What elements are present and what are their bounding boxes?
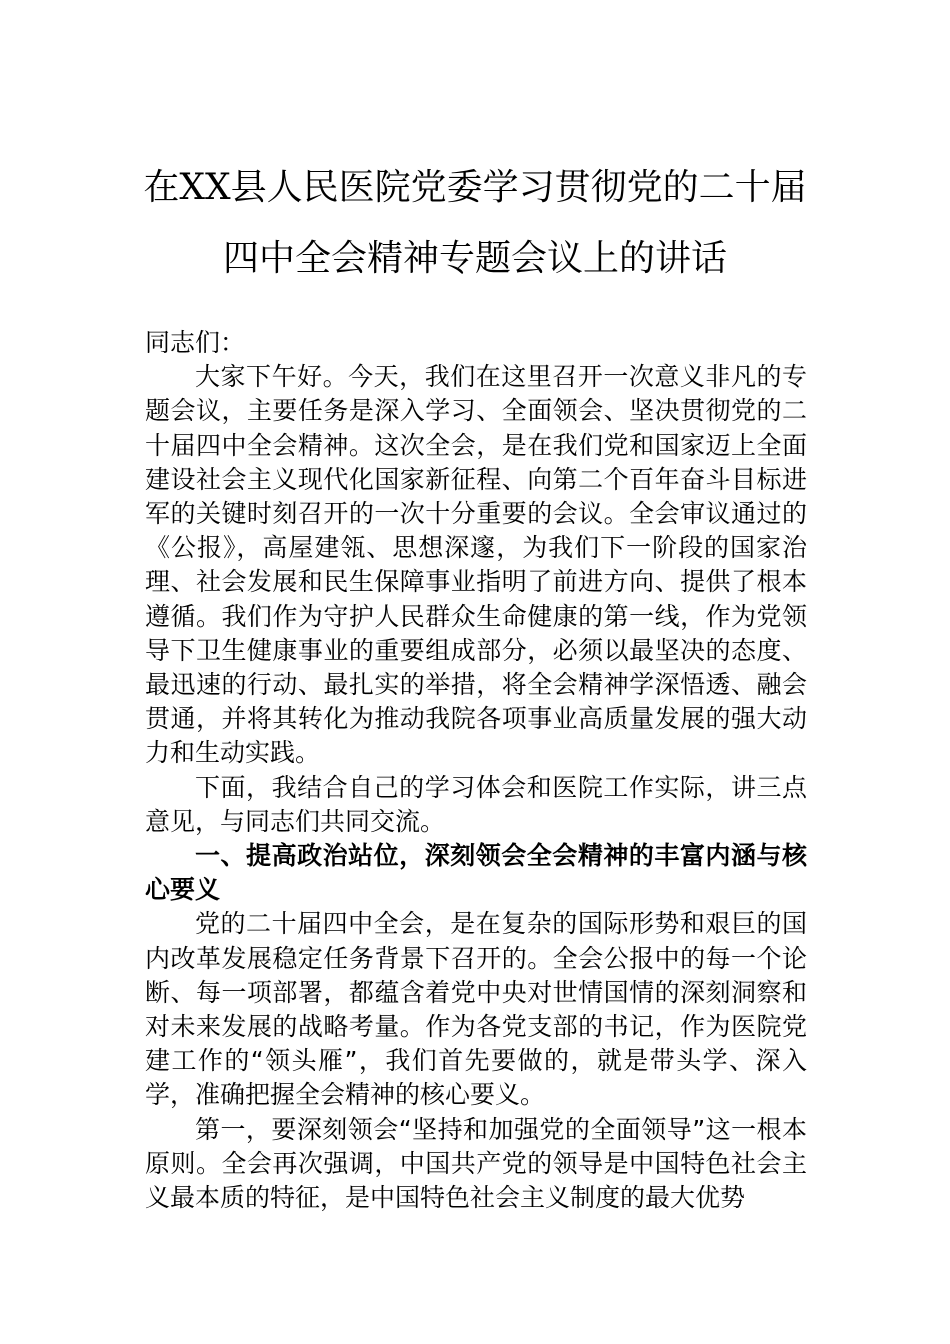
document-title-line-1: 在XX县人民医院党委学习贯彻党的二十届 [143, 167, 807, 208]
body-paragraph: 党的二十届四中全会，是在复杂的国际形势和艰巨的国内改革发展稳定任务背景下召开的。全会公报中的每一个论断、每一项部署，都蕴含着党中央对世情国情的深刻洞察和对未来发展的战略考量。作为各党支部的书记，作为医院党建工作的“领头雁”，我们首先要做的，就是带头学、深入学，准确把握全会精神的核心要义。 [145, 909, 807, 1110]
document-title-line-2: 四中全会精神专题会议上的讲话 [222, 238, 727, 279]
body-paragraph: 第一，要深刻领会“坚持和加强党的全面领导”这一根本原则。全会再次强调，中国共产党的领导是中国特色社会主义最本质的特征，是中国特色社会主义制度的最大优势 [145, 1114, 807, 1213]
section-heading: 一、提高政治站位，深刻领会全会精神的丰富内涵与核心要义 [145, 841, 807, 905]
salutation: 同志们： [145, 328, 246, 357]
document-body [145, 326, 807, 1215]
body-paragraph: 下面，我结合自己的学习体会和医院工作实际，讲三点意见，与同志们共同交流。 [145, 772, 807, 836]
body-paragraph: 大家下午好。今天，我们在这里召开一次意义非凡的专题会议，主要任务是深入学习、全面领会、坚决贯彻党的二十届四中全会精神。这次全会，是在我们党和国家迈上全面建设社会主义现代化国家新征程、向第二个百年奋斗目标进军的关键时刻召开的一次十分重要的会议。全会审议通过的《公报》，高屋建瓴、思想深邃，为我们下一阶段的国家治理、社会发展和民生保障事业指明了前进方向、提供了根本遵循。我们作为守护人民群众生命健康的第一线，作为党领导下卫生健康事业的重要组成部分，必须以最坚决的态度、最迅速的行动、最扎实的举措，将全会精神学深悟透、融会贯通，并将其转化为推动我院各项事业高质量发展的强大动力和生动实践。 [145, 362, 807, 768]
